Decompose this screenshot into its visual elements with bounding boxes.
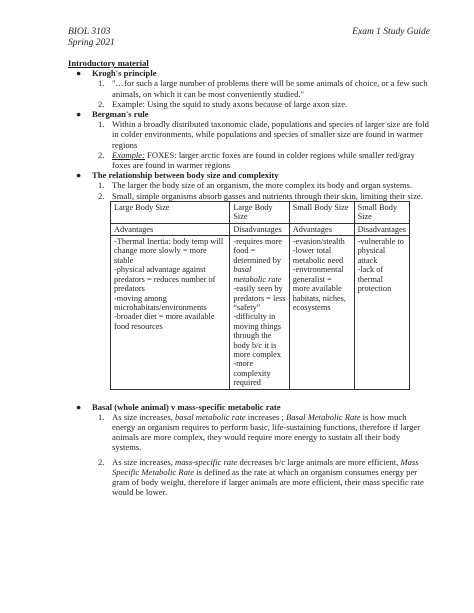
table-header-cell: Small Body Size <box>354 201 409 223</box>
table-row <box>111 236 410 390</box>
bullet-icon: ● <box>76 68 82 79</box>
cell-line: -moving among microhabitats/environments <box>114 293 207 312</box>
table-header-cell: Large Body Size <box>111 201 230 223</box>
table-header-cell: Large Body Size <box>230 201 289 223</box>
list-item <box>68 78 430 98</box>
item-number: 1. <box>98 119 105 130</box>
cell-line: -environmental generalist = more available habitats, niches, ecosystems <box>292 265 346 312</box>
cell-line: -more complexity required <box>233 359 271 388</box>
item-number: 1. <box>98 411 105 422</box>
item-number: 2. <box>98 190 105 201</box>
list-item <box>68 412 430 453</box>
item-text: Within a broadly distributed taxonomic clade, populations and species of larger size are fold in colder environments, while populations and species of smaller size are found in warmer regions <box>112 119 429 150</box>
topic-basal <box>68 402 430 412</box>
item-text: The larger the body size of an organism, the more complex its body and organ systems. <box>112 180 413 191</box>
list-item <box>68 180 430 190</box>
table-row <box>111 223 410 235</box>
term-emphasis: Basal Metabolic Rate <box>285 411 361 422</box>
table-cell-large-disadvantages <box>230 236 289 390</box>
table-subheader-cell: Disadvantages <box>230 223 289 235</box>
cell-line <box>233 237 285 284</box>
cell-emphasis: basal metabolic rate <box>233 265 282 284</box>
table-row <box>111 201 410 223</box>
bullet-icon: ● <box>76 109 82 120</box>
topic-title: Basal (whole animal) v mass-specific metabolic rate <box>92 401 281 412</box>
example-label: Example: <box>112 149 145 160</box>
topic-title: Bergman's rule <box>92 109 149 120</box>
section-title: Introductory material <box>68 58 149 68</box>
cell-line: -lack of thermal protection <box>357 265 392 294</box>
topic-title: Krogh's principle <box>92 68 157 79</box>
bullet-icon: ● <box>76 401 82 412</box>
item-text: "…for such a large number of problems there will be some animals of choice, or a few such animals, on which it can be most conveniently studied." <box>112 78 428 99</box>
item-text: FOXES: larger arctic foxes are found in colder regions while smaller red/gray foxes are found in warmer regions <box>112 149 415 171</box>
table-subheader-cell: Disadvantages <box>354 223 409 235</box>
list-item <box>68 150 430 170</box>
cell-line: -physical advantage against predators = reduces number of predators <box>114 265 216 294</box>
item-text: decreases b/c large animals are more efficient, <box>237 456 401 467</box>
topic-relationship <box>68 170 430 180</box>
item-text: As size increases, <box>112 456 175 467</box>
cell-text: -requires more food = determined by <box>233 237 282 265</box>
item-text: As size increases, <box>112 411 175 422</box>
item-text: is how much energy an organism requires to perform basic, life-sustaining functions, therefore if larger animals are more complex, they would require more energy to sustain all their body systems. <box>112 411 421 453</box>
cell-line: -easily seen by predators = less “safety” <box>233 284 286 312</box>
term: Spring 2021 <box>68 38 115 48</box>
item-text: is defined as the rate at which an organism consumes energy per gram of body weight, therefore if larger animals are more efficient, their mass specific rate would be lower. <box>112 466 424 498</box>
table-subheader-cell: Advantages <box>111 223 230 235</box>
table-cell-small-disadvantages <box>354 236 409 390</box>
item-number: 2. <box>98 456 105 467</box>
term-emphasis: Mass Specific Metabolic Rate <box>112 456 419 477</box>
item-number: 2. <box>98 98 105 109</box>
table-cell-small-advantages <box>289 236 354 390</box>
list-item <box>68 99 430 109</box>
item-text: increases ; <box>245 411 286 422</box>
doc-title: Exam 1 Study Guide <box>352 27 430 37</box>
list-item <box>68 119 430 150</box>
body-size-table <box>110 201 410 390</box>
page-header-left <box>68 27 115 49</box>
cell-line: -vulnerable to physical attack <box>357 237 404 265</box>
item-text: Example: Using the squid to study axons because of large axon size. <box>112 98 348 109</box>
cell-line: -Thermal Inertia: body temp will change more slowly = more stable <box>114 237 224 265</box>
topic-krogh <box>68 68 430 78</box>
cell-line: -evasion/stealth <box>292 237 345 247</box>
term-emphasis: basal metabolic rate <box>175 411 246 422</box>
cell-line: -broader diet = more available food resources <box>114 312 215 331</box>
item-text: Small, simple organisms absorb gasses and nutrients through their skin, limiting their size. <box>112 190 423 201</box>
course-code: BIOL 3103 <box>68 27 111 37</box>
list-item <box>68 457 430 498</box>
document-body <box>68 58 430 497</box>
topic-bergman <box>68 109 430 119</box>
topic-title: The relationship between body size and complexity <box>92 170 279 181</box>
bullet-icon: ● <box>76 170 82 181</box>
item-number: 2. <box>98 149 105 160</box>
cell-line: -difficulty in moving things through the body b/c it is more complex <box>233 312 282 359</box>
term-emphasis: mass-specific rate <box>175 456 238 467</box>
table-subheader-cell: Advantages <box>289 223 354 235</box>
item-number: 1. <box>98 78 105 89</box>
list-item <box>68 191 430 201</box>
cell-line: -lower total metabolic need <box>292 246 344 265</box>
item-number: 1. <box>98 180 105 191</box>
table-cell-large-advantages <box>111 236 230 390</box>
table-header-cell: Small Body Size <box>289 201 354 223</box>
